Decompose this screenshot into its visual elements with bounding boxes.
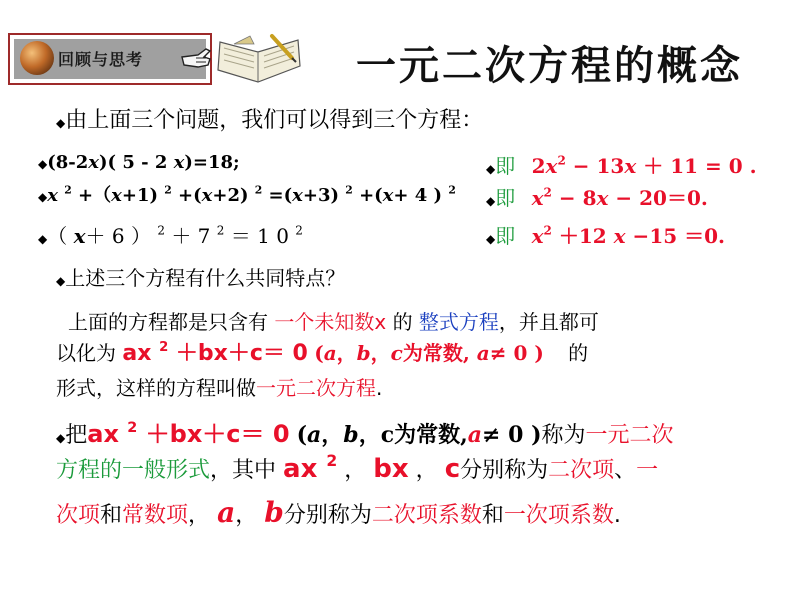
a-coefficient: a: [217, 496, 236, 529]
para1-text: ，并且都可: [498, 310, 599, 334]
para2-text: 分别称为: [460, 458, 549, 483]
para2-text: ，: [188, 503, 211, 528]
book-icon: [214, 30, 304, 88]
linear-term-label: 次项: [56, 503, 101, 528]
para2-text: ，: [344, 458, 367, 483]
quadratic-equation-term: 一元二次方程: [256, 376, 376, 400]
para2-text: 和: [100, 503, 123, 528]
question-line: ◆上述三个方程有什么共同特点？: [56, 266, 346, 290]
general-form-term: 方程的一般形式: [56, 458, 211, 483]
standard-form-2: ◆即 $x^2 - 8x - 20=0$.: [486, 185, 708, 210]
para1-line1: [68, 306, 599, 335]
question-text: 上述三个方程有什么共同特点？: [65, 266, 346, 290]
para2-line3: [56, 496, 621, 529]
para1-text: 的: [392, 310, 413, 334]
para1-line3: [56, 372, 382, 401]
standard-form-3: ◆即 $x^2 +12$ x −15 ＝0.: [486, 223, 725, 248]
para2-text: 和: [481, 503, 504, 528]
para1-text: 的: [568, 341, 589, 365]
quadratic-term-label: 二次项: [548, 458, 615, 483]
para2-text: .: [613, 503, 621, 528]
para2-text: 分别称为: [283, 503, 372, 528]
para1-text: 形式，这样的方程叫做: [56, 376, 256, 400]
equation-2: ◆x $^2$ +（x+1) $^2$ +(x+2) $^2$ =(x+3) $^2$ +(x+ 4 ) $^2$: [38, 183, 456, 206]
equation-1: ◆(8-2x)( 5 - 2 x)=18;: [38, 152, 240, 173]
linear-coefficient-label: 一次项系数: [503, 503, 614, 528]
quadratic-coefficient-label: 二次项系数: [371, 503, 482, 528]
para2-text: 把: [65, 423, 88, 448]
section-badge: [8, 33, 212, 85]
bx-term: bx: [373, 454, 409, 484]
para2-text: ，: [235, 503, 258, 528]
linear-term-label: 一: [636, 458, 659, 483]
pointing-hand-icon: [180, 43, 212, 73]
polynomial-equation-term: 整式方程: [418, 310, 499, 334]
para2-line1: ◆把ax $^2$ ＋bx＋c＝ 0 (a，b，c为常数,a≠ 0 )称为一元二次: [56, 419, 674, 448]
globe-icon: [20, 41, 54, 75]
standard-form-1: ◆即 $2x^2 - 13x + 11 = 0$ .: [486, 153, 757, 178]
para1-line2: 以化为 ax $^2$ ＋bx＋c＝ 0 (a，b，c为常数, a≠ 0 ) 的: [56, 339, 589, 366]
badge-label: 回顾与思考: [58, 50, 144, 69]
para2-line2: 方程的一般形式，其中 ax $^2$ ， bx ， c分别称为二次项、一: [56, 452, 659, 484]
para1-text: 上面的方程都是只含有: [68, 310, 268, 334]
quadratic-term-highlight: 一元二次: [585, 423, 674, 448]
para1-text: .: [376, 376, 383, 400]
para1-text: 以化为: [56, 341, 116, 365]
constant-term-label: 常数项: [122, 503, 189, 528]
intro-text: 由上面三个问题，我们可以得到三个方程：: [65, 108, 484, 133]
page-title: 一元二次方程的概念: [356, 43, 743, 89]
c-term: c: [444, 454, 461, 484]
b-coefficient: b: [264, 496, 284, 529]
para2-text: ，其中: [210, 458, 277, 483]
para2-text: 、: [614, 458, 637, 483]
one-unknown-term: 一个未知数x: [274, 310, 387, 334]
equation-3: ◆（ x＋ 6 ） $^2$ ＋ 7 $^2$ ＝ 1 0 $^2$: [38, 223, 303, 248]
para2-text: ，: [415, 458, 438, 483]
intro-line: ◆由上面三个问题，我们可以得到三个方程：: [56, 108, 484, 133]
